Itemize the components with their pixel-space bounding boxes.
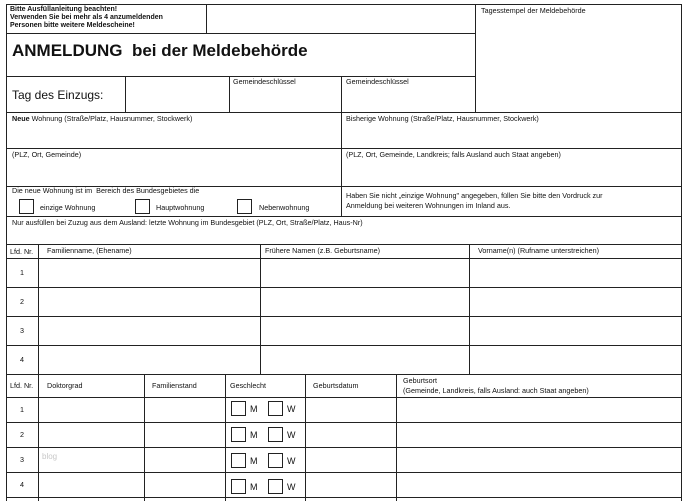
sex-w-label: W (287, 430, 296, 440)
persons-row-number: 2 (20, 297, 24, 306)
details-header-birthdate: Geburtsdatum (313, 381, 359, 390)
details-header-marital: Familienstand (152, 381, 197, 390)
checkbox-only-residence[interactable] (19, 199, 34, 214)
persons-row-number: 4 (20, 355, 24, 364)
municipality-code-field-1[interactable] (230, 88, 340, 111)
watermark: blog (42, 452, 58, 461)
sex-w-label: W (287, 456, 296, 466)
option-secondary-residence: Nebenwohnung (259, 203, 310, 212)
previous-address-label: Bisherige Wohnung (Straße/Platz, Hausnummer, Stockwerk) (346, 114, 539, 123)
residence-hint-line-2: Anmeldung bei weiteren Wohnungen im Inland aus. (346, 201, 511, 210)
new-address-field[interactable] (7, 124, 340, 147)
sex-m-checkbox[interactable] (231, 427, 246, 442)
stamp-label: Tagesstempel der Meldebehörde (481, 6, 586, 15)
sex-w-checkbox[interactable] (268, 453, 283, 468)
details-row-number: 4 (20, 480, 24, 489)
details-header-birthplace: Geburtsort (403, 376, 437, 385)
option-only-residence: einzige Wohnung (40, 203, 96, 212)
notice-line-1: Bitte Ausfüllanleitung beachten! (10, 6, 118, 13)
persons-header-first-names: Vorname(n) (Rufname unterstreichen) (478, 246, 600, 255)
abroad-field[interactable] (7, 229, 681, 243)
sex-m-label: M (250, 482, 258, 492)
sex-m-checkbox[interactable] (231, 453, 246, 468)
move-in-date-label: Tag des Einzugs: (12, 88, 104, 102)
municipality-code-label-2: Gemeindeschlüssel (346, 77, 409, 86)
notice-line-2: Verwenden Sie bei mehr als 4 anzumeldenden (10, 14, 163, 21)
details-header-doctoral: Doktorgrad (47, 381, 83, 390)
details-header-number: Lfd. Nr. (10, 381, 34, 390)
new-address-label-bold: Neue (12, 114, 30, 123)
checkbox-main-residence[interactable] (135, 199, 150, 214)
previous-city-label: (PLZ, Ort, Gemeinde, Landkreis; falls Ausland auch Staat angeben) (346, 150, 561, 159)
municipality-code-label-1: Gemeindeschlüssel (233, 77, 296, 86)
sex-w-label: W (287, 482, 296, 492)
new-address-label-rest: Wohnung (Straße/Platz, Hausnummer, Stockwerk) (29, 114, 193, 123)
sex-m-label: M (250, 456, 258, 466)
checkbox-secondary-residence[interactable] (237, 199, 252, 214)
municipality-code-field-2[interactable] (342, 88, 474, 111)
new-city-label: (PLZ, Ort, Gemeinde) (12, 150, 82, 159)
sex-m-checkbox[interactable] (231, 401, 246, 416)
sex-w-checkbox[interactable] (268, 401, 283, 416)
details-header-birthplace-hint: (Gemeinde, Landkreis, falls Ausland: auch Staat angeben) (403, 386, 589, 395)
sex-w-checkbox[interactable] (268, 427, 283, 442)
persons-row-number: 3 (20, 326, 24, 335)
sex-m-label: M (250, 404, 258, 414)
residence-type-question: Die neue Wohnung ist im Bereich des Bundesgebietes die (12, 186, 200, 195)
sex-w-checkbox[interactable] (268, 479, 283, 494)
details-row-number: 1 (20, 405, 24, 414)
previous-address-field[interactable] (342, 124, 681, 147)
sex-w-label: W (287, 404, 296, 414)
details-row-number: 2 (20, 430, 24, 439)
residence-hint-line-1: Haben Sie nicht „einzige Wohnung" angegeben, füllen Sie bitte den Vordruck zur (346, 191, 603, 200)
new-address-label (12, 115, 192, 122)
page-title: ANMELDUNG bei der Meldebehörde (12, 41, 308, 60)
option-main-residence: Hauptwohnung (156, 203, 205, 212)
stamp-area (476, 20, 681, 111)
move-in-date-field[interactable] (126, 77, 228, 111)
previous-city-field[interactable] (342, 160, 681, 185)
sex-m-checkbox[interactable] (231, 479, 246, 494)
persons-header-surname: Familienname, (Ehename) (47, 246, 132, 255)
details-header-sex: Geschlecht (230, 381, 266, 390)
sex-m-label: M (250, 430, 258, 440)
new-city-field[interactable] (7, 160, 340, 185)
persons-row-number: 1 (20, 268, 24, 277)
abroad-label: Nur ausfüllen bei Zuzug aus dem Ausland: letzte Wohnung im Bundesgebiet (PLZ, Ort, Straße/Platz, Haus-Nr) (12, 218, 363, 227)
persons-header-number: Lfd. Nr. (10, 247, 34, 256)
details-row-number: 3 (20, 455, 24, 464)
persons-header-former-names: Frühere Namen (z.B. Geburtsname) (265, 246, 381, 255)
notice-line-3: Personen bitte weitere Meldescheine! (10, 22, 135, 29)
